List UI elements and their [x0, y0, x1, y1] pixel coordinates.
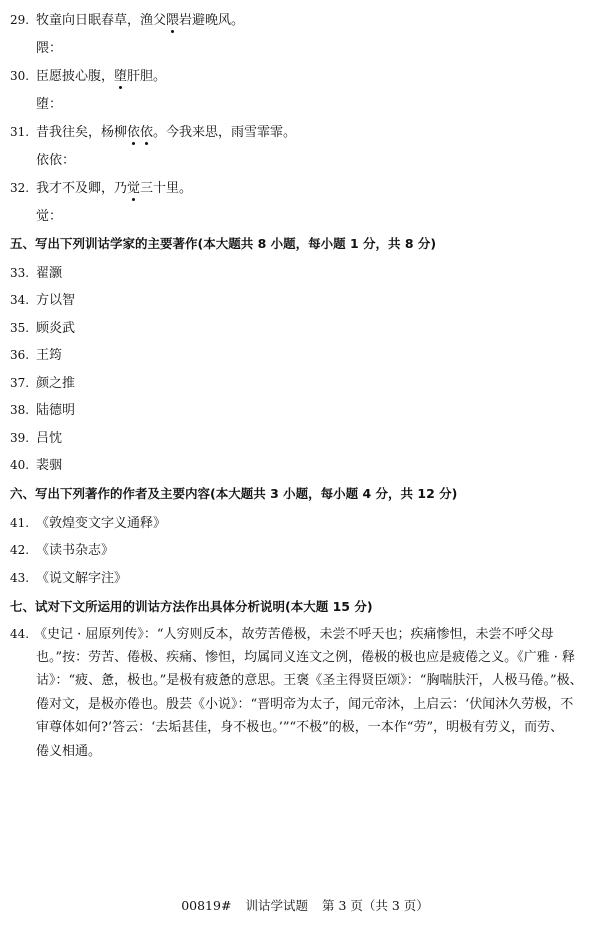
question-text: 臣愿披心腹， — [36, 69, 115, 84]
scholar-name: 翟灏 — [36, 266, 63, 281]
exam-code: 00819# — [181, 898, 232, 913]
scholar-name: 顾炎武 — [36, 321, 76, 336]
list-item — [10, 430, 62, 447]
list-item — [10, 320, 75, 337]
section-7-heading: 七、试对下文所运用的训诂方法作出具体分析说明(本大题 15 分) — [10, 599, 373, 614]
question-text: 我才不及卿，乃 — [36, 181, 128, 196]
question-44-line — [10, 626, 554, 643]
dotted-character: 觉 — [127, 181, 141, 196]
work-title: 《敦煌变文字义通释》 — [36, 516, 167, 531]
page-footer — [0, 898, 610, 914]
work-title: 《读书杂志》 — [36, 543, 115, 558]
scholar-name: 吕忱 — [36, 431, 63, 446]
question-29 — [10, 12, 244, 29]
question-number: 41. — [10, 516, 30, 530]
question-number: 30. — [10, 69, 30, 83]
question-number: 34. — [10, 293, 30, 307]
list-item — [10, 402, 75, 419]
passage-line: 倦对文，是极亦倦也。殷芸《小说》：“晋明帝为太子，闻元帝沐，上启云：‘伏闻沐久劳极，不 — [36, 697, 574, 712]
question-number: 44. — [10, 627, 30, 641]
scholar-name: 颜之推 — [36, 376, 76, 391]
answer-prompt-30: 堕： — [36, 97, 63, 112]
question-number: 31. — [10, 125, 30, 139]
scholar-name: 王筠 — [36, 348, 63, 363]
scholar-name: 裴骃 — [36, 458, 63, 473]
answer-prompt-31: 依依： — [36, 153, 76, 168]
dotted-character: 依 — [140, 125, 154, 140]
question-text: 三十里。 — [140, 181, 193, 196]
list-item — [10, 265, 62, 282]
question-32 — [10, 180, 192, 197]
section-6-heading: 六、写出下列著作的作者及主要内容(本大题共 3 小题，每小题 4 分，共 12 分) — [10, 486, 458, 501]
question-number: 37. — [10, 376, 30, 390]
list-item — [10, 292, 75, 309]
list-item — [10, 375, 75, 392]
passage-line: 《史记 · 屈原列传》：“人穷则反本，故劳苦倦极，未尝不呼天也；疾痛惨怛，未尝不呼父母 — [34, 627, 554, 642]
question-number: 29. — [10, 13, 30, 27]
subject-name: 训诂学试题 — [245, 898, 308, 913]
question-number: 33. — [10, 266, 30, 280]
question-text: 肝胆。 — [127, 69, 167, 84]
question-number: 43. — [10, 571, 30, 585]
list-item — [10, 570, 127, 587]
question-number: 35. — [10, 321, 30, 335]
page-number: 第 3 页（共 3 页） — [321, 898, 429, 913]
dotted-character: 依 — [127, 125, 141, 140]
dotted-character: 堕 — [114, 69, 128, 84]
passage-line: 审尊体如何?’答云：‘去垢甚佳，身不极也。’”“不极”的极，一本作“劳”，明极有劳义，而劳、 — [36, 720, 564, 735]
question-30 — [10, 68, 166, 85]
answer-prompt-29: 隈： — [36, 41, 63, 56]
question-number: 36. — [10, 348, 30, 362]
list-item — [10, 542, 114, 559]
list-item — [10, 347, 62, 364]
question-text: 牧童向日眠春草，渔父 — [36, 13, 167, 28]
dotted-character: 隈 — [166, 13, 180, 28]
question-number: 39. — [10, 431, 30, 445]
question-number: 38. — [10, 403, 30, 417]
section-5-heading: 五、写出下列训诂学家的主要著作(本大题共 8 小题，每小题 1 分，共 8 分) — [10, 236, 437, 251]
answer-prompt-32: 觉： — [36, 209, 63, 224]
list-item — [10, 515, 166, 532]
scholar-name: 方以智 — [36, 293, 76, 308]
question-number: 40. — [10, 458, 30, 472]
question-text: 岩避晚风。 — [179, 13, 245, 28]
work-title: 《说文解字注》 — [36, 571, 128, 586]
question-31 — [10, 124, 296, 141]
scholar-name: 陆德明 — [36, 403, 76, 418]
question-number: 42. — [10, 543, 30, 557]
question-number: 32. — [10, 181, 30, 195]
passage-line: 也。”按：劳苦、倦极、疾痛、惨怛，均属同义连文之例，倦极的极也应是疲倦之义。《广雅 · 释 — [36, 650, 576, 665]
list-item — [10, 457, 62, 474]
passage-line: 诂》：“疲、惫，极也。”是极有疲惫的意思。王褒《圣主得贤臣颂》：“胸喘肤汗，人极马倦。”极、 — [36, 673, 583, 688]
question-text: 昔我往矣，杨柳 — [36, 125, 128, 140]
question-text: 。今我来思，雨雪霏霏。 — [153, 125, 297, 140]
passage-line: 倦义相通。 — [36, 744, 102, 759]
